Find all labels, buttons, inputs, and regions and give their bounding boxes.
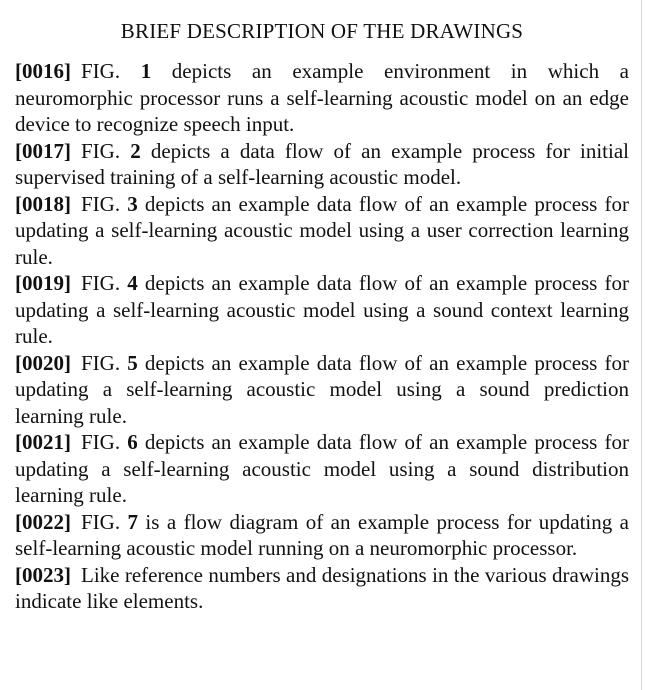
paragraph-0019 [15, 270, 629, 350]
fig-number: 3 [127, 191, 138, 216]
paragraph-number: [0023] [15, 562, 71, 587]
paragraph-number: [0021] [15, 430, 71, 454]
fig-prefix: FIG. [81, 350, 128, 375]
page-edge-rule [641, 0, 642, 690]
fig-number: 6 [127, 430, 138, 454]
paragraph-number: [0016] [15, 59, 71, 83]
fig-number: 1 [140, 59, 152, 83]
paragraph-text: depicts an example data flow of an example process for updating a self-learning acoustic model using a sound prediction learning rule. [15, 350, 629, 428]
paragraph-text: depicts an example environment in which a neuromorphic processor runs a self-learning acoustic model on an edge device to recognize speech input. [15, 59, 629, 136]
paragraph-0016 [15, 58, 629, 138]
paragraph-number: [0018] [15, 191, 71, 216]
paragraph-0020 [15, 350, 629, 430]
paragraph-0018 [15, 191, 629, 271]
paragraph-number: [0017] [15, 138, 71, 163]
paragraph-number: [0019] [15, 271, 71, 295]
paragraph-number: [0020] [15, 350, 71, 375]
paragraph-0021 [15, 429, 629, 509]
paragraph-text: is a flow diagram of an example process for updating a self-learning acoustic model running on a neuromorphic processor. [15, 509, 629, 560]
fig-number: 5 [127, 350, 138, 375]
paragraph-0022 [15, 509, 629, 562]
paragraph-text: depicts an example data flow of an example process for updating a self-learning acoustic model using a user correction learning rule. [15, 191, 629, 269]
fig-prefix: FIG. [81, 191, 128, 216]
fig-prefix: FIG. [81, 271, 128, 295]
paragraph-text: depicts an example data flow of an example process for updating a self-learning acoustic model using a sound context learning rule. [15, 271, 629, 348]
fig-number: 4 [127, 271, 138, 295]
fig-prefix: FIG. [81, 59, 141, 83]
fig-prefix: FIG. [81, 430, 128, 454]
fig-prefix: FIG. [81, 509, 128, 534]
fig-prefix: FIG. [81, 138, 131, 163]
paragraph-0023 [15, 562, 629, 615]
section-heading: BRIEF DESCRIPTION OF THE DRAWINGS [120, 19, 524, 43]
paragraph-number: [0022] [15, 509, 71, 534]
paragraph-0017 [15, 138, 629, 191]
fig-number: 7 [127, 509, 139, 534]
paragraph-text: depicts a data flow of an example process for initial supervised training of a self-learning acoustic model. [15, 138, 629, 189]
fig-number: 2 [130, 138, 141, 163]
paragraph-text: depicts an example data flow of an example process for updating a self-learning acoustic model using a sound distribution learning rule. [15, 430, 629, 507]
paragraph-text: Like reference numbers and designations in the various drawings indicate like elements. [15, 562, 629, 613]
